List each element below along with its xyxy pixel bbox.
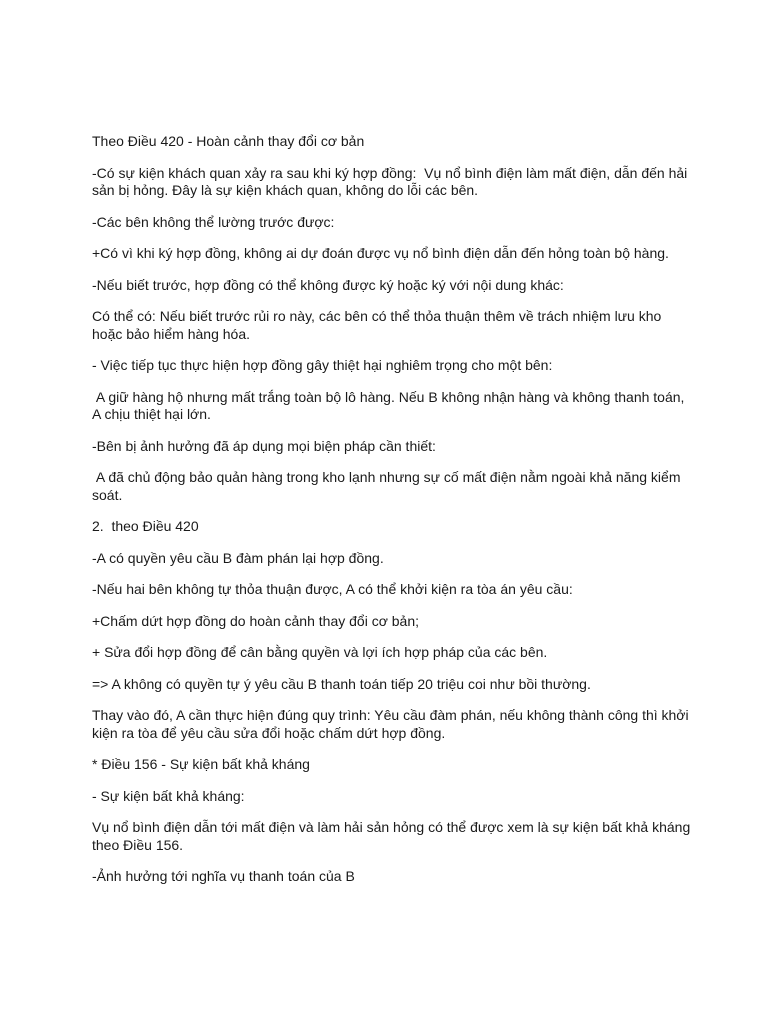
paragraph: Vụ nổ bình điện dẫn tới mất điện và làm hải sản hỏng có thể được xem là sự kiện bất khả kháng theo Điều 156. [92,819,695,853]
heading-dieu-420: Theo Điều 420 - Hoàn cảnh thay đổi cơ bản [92,133,365,149]
paragraph: => A không có quyền tự ý yêu cầu B thanh toán tiếp 20 triệu coi như bồi thường. [92,675,591,692]
paragraph: Thay vào đó, A cần thực hiện đúng quy trình: Yêu cầu đàm phán, nếu không thành công thì khởi kiện ra tòa để yêu cầu sửa đổi hoặc chấm dứt hợp đồng. [92,707,693,741]
section-2-heading: 2. theo Điều 420 [92,518,199,534]
paragraph: - Sự kiện bất khả kháng: [92,787,245,804]
paragraph: -Bên bị ảnh hưởng đã áp dụng mọi biện pháp cần thiết: [92,437,436,454]
paragraph: +Có vì khi ký hợp đồng, không ai dự đoán được vụ nổ bình điện dẫn đến hỏng toàn bộ hàng. [92,245,669,261]
paragraph: -Ảnh hưởng tới nghĩa vụ thanh toán của B [92,868,355,884]
document-body [92,133,695,900]
paragraph: A giữ hàng hộ nhưng mất trắng toàn bộ lô hàng. Nếu B không nhận hàng và không thanh toán, A chịu thiệt hại lớn. [92,388,688,422]
heading-dieu-156: * Điều 156 - Sự kiện bất khả kháng [92,756,310,772]
paragraph: -Nếu biết trước, hợp đồng có thể không được ký hoặc ký với nội dung khác: [92,276,564,293]
paragraph: -Các bên không thể lường trước được: [92,213,335,230]
paragraph: -A có quyền yêu cầu B đàm phán lại hợp đồng. [92,549,384,566]
paragraph: A đã chủ động bảo quản hàng trong kho lạnh nhưng sự cố mất điện nằm ngoài khả năng kiểm soát. [92,469,685,503]
paragraph: - Việc tiếp tục thực hiện hợp đồng gây thiệt hại nghiêm trọng cho một bên: [92,357,553,373]
paragraph: + Sửa đổi hợp đồng để cân bằng quyền và lợi ích hợp pháp của các bên. [92,644,548,660]
paragraph: -Nếu hai bên không tự thỏa thuận được, A có thể khởi kiện ra tòa án yêu cầu: [92,581,573,597]
paragraph: +Chấm dứt hợp đồng do hoàn cảnh thay đổi cơ bản; [92,612,420,629]
paragraph: Có thể có: Nếu biết trước rủi ro này, các bên có thể thỏa thuận thêm về trách nhiệm lưu kho hoặc bảo hiểm hàng hóa. [92,308,666,342]
paragraph: -Có sự kiện khách quan xảy ra sau khi ký hợp đồng: Vụ nổ bình điện làm mất điện, dẫn đến hải sản bị hỏng. Đây là sự kiện khách quan, không do lỗi các bên. [92,164,692,198]
